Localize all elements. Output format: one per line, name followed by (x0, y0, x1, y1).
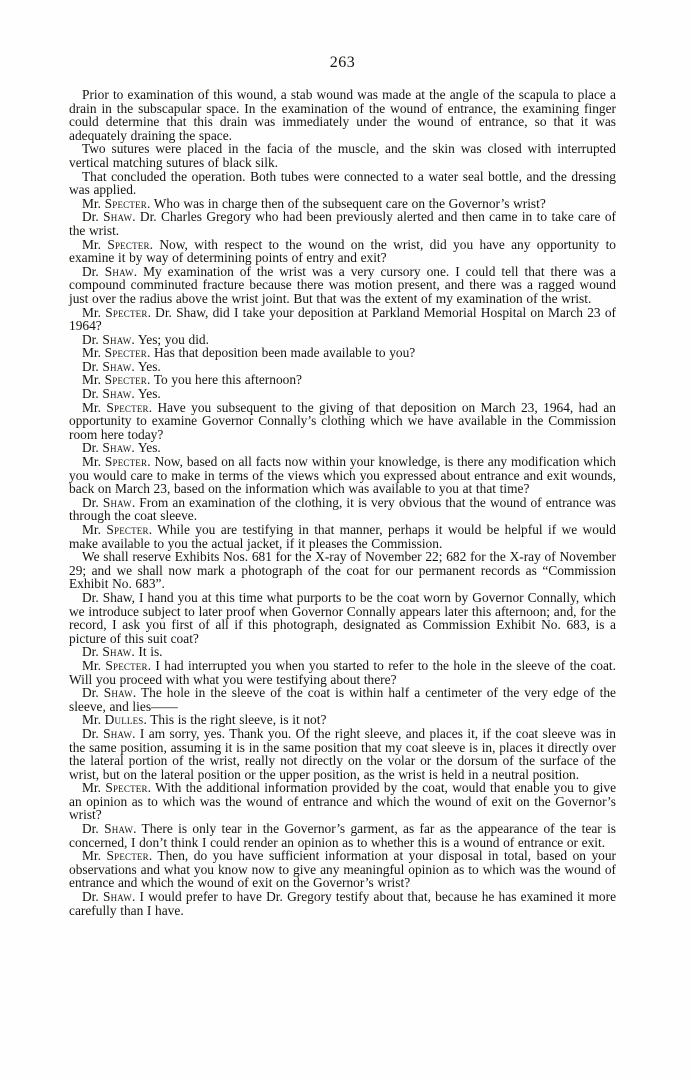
speaker-name: Shaw (102, 440, 132, 456)
speaker-prefix: Dr. (82, 440, 103, 456)
speaker-name: Specter (104, 195, 147, 211)
speaker-name: Dulles (104, 712, 144, 728)
paragraph-text: . It is. (131, 644, 163, 660)
transcript (69, 88, 616, 917)
speaker-prefix: Dr. (82, 494, 103, 510)
speaker-prefix: Dr. (82, 209, 104, 225)
paragraph-text: Prior to examination of this wound, a stab wound was made at the angle of the scapula to place a drain in the subscapular space. In the examination of the wound of entrance, the examining finger could determine that this drain was immediately under the wound of entrance, so that it was adequately draining the space. (69, 87, 616, 143)
speaker-name: Specter (106, 522, 149, 537)
paragraph-text: . Yes; you did. (131, 331, 209, 347)
transcript-paragraph (69, 170, 616, 197)
speaker-prefix: Mr. (82, 304, 106, 320)
transcript-paragraph (69, 88, 616, 142)
transcript-paragraph (69, 142, 616, 169)
speaker-name: Shaw (102, 889, 132, 905)
speaker-prefix: Dr. (82, 889, 103, 905)
paragraph-text: . Now, based on all facts now within your knowledge, is there any modification which you would care to make in terms of the views which you expressed about entrance and exit wounds, back on March 23, based on the information which was available to you at that time? (69, 454, 617, 497)
transcript-paragraph (69, 727, 616, 781)
transcript-paragraph (69, 645, 616, 659)
paragraph-text: . This is the right sleeve, is it not? (143, 712, 327, 728)
transcript-paragraph (69, 306, 616, 333)
speaker-name: Specter (106, 848, 149, 864)
speaker-prefix: Mr. (82, 522, 107, 537)
paragraph-text: . Dr. Shaw, did I take your deposition at Parkland Memorial Hospital on March 23 of 1964? (69, 304, 616, 334)
transcript-paragraph (69, 591, 616, 645)
speaker-prefix: Dr. (82, 331, 103, 347)
transcript-paragraph (69, 781, 616, 822)
speaker-prefix: Mr. (82, 848, 107, 864)
transcript-paragraph (69, 550, 616, 591)
speaker-prefix: Mr. (82, 372, 105, 388)
paragraph-text: . From an examination of the clothing, it is very obvious that the wound of entrance was through the coat sleeve. (69, 494, 616, 524)
transcript-paragraph (69, 686, 616, 713)
paragraph-text: . Yes. (131, 358, 161, 374)
paragraph-text: . I would prefer to have Dr. Gregory testify about that, because he has examined it more carefully than I have. (69, 889, 617, 918)
paragraph-text: . I am sorry, yes. Thank you. Of the right sleeve, and places it, if the coat sleeve was in the same position, assuming it is in the same position that my coat sleeve is in, places it directly over the lateral portion of the wrist, really not directly on the volar or the dorsum of the surface of the wrist, but on the lateral position or the upper position, as the wrist is held in a neutral position. (69, 725, 616, 782)
speaker-prefix: Mr. (82, 454, 105, 470)
paragraph-text: . Yes. (131, 386, 161, 402)
speaker-prefix: Mr. (82, 712, 105, 728)
speaker-name: Shaw (104, 263, 134, 279)
speaker-name: Specter (104, 345, 147, 361)
transcript-paragraph (69, 659, 616, 686)
speaker-name: Shaw (102, 358, 132, 374)
paragraph-text: . I had interrupted you when you started to refer to the hole in the sleeve of the coat. Will you proceed with what you were testifying about there? (69, 657, 616, 687)
speaker-prefix: Dr. (82, 358, 103, 374)
paragraph-text: . Who was in charge then of the subsequent care on the Governor’s wrist? (146, 195, 546, 211)
speaker-prefix: Dr. (82, 725, 104, 741)
speaker-name: Specter (106, 399, 149, 415)
speaker-name: Specter (107, 236, 150, 252)
transcript-paragraph (69, 265, 616, 306)
paragraph-text: . The hole in the sleeve of the coat is within half a centimeter of the very edge of the sleeve, and lies—— (69, 685, 616, 714)
speaker-name: Shaw (103, 685, 133, 701)
transcript-paragraph (69, 441, 616, 455)
speaker-name: Specter (105, 780, 148, 796)
speaker-prefix: Dr. (82, 386, 103, 402)
transcript-paragraph (69, 713, 616, 727)
speaker-name: Shaw (102, 386, 132, 402)
transcript-paragraph (69, 387, 616, 401)
transcript-paragraph (69, 333, 616, 347)
speaker-name: Shaw (103, 725, 133, 741)
paragraph-text: Two sutures were placed in the facia of the muscle, and the skin was closed with interrupted vertical matching sutures of black silk. (69, 141, 616, 170)
paragraph-text: . Now, with respect to the wound on the wrist, did you have any opportunity to examine it by way of determining points of entry and exit? (69, 236, 616, 266)
speaker-name: Specter (104, 454, 148, 470)
transcript-paragraph (69, 210, 616, 237)
speaker-name: Shaw (103, 209, 133, 225)
transcript-paragraph (69, 849, 616, 890)
speaker-prefix: Mr. (82, 345, 105, 361)
speaker-name: Shaw (102, 331, 132, 347)
transcript-paragraph (69, 238, 616, 265)
speaker-prefix: Dr. (82, 263, 105, 279)
paragraph-text: . While you are testifying in that manner, perhaps it would be helpful if we would make available to you the actual jacket, if it pleases the Commission. (69, 522, 616, 551)
paragraph-text: . Yes. (131, 440, 161, 456)
transcript-paragraph (69, 373, 616, 387)
paragraph-text: Dr. Shaw, I hand you at this time what purports to be the coat worn by Governor Connally, which we introduce subject to later proof when Governor Connally appears later this afternoon; and, for the record, I ask you first of all if this photograph, designated as Commission Exhibit No. 683, is a picture of this suit coat? (69, 589, 616, 646)
paragraph-text: . There is only tear in the Governor’s garment, as far as the appearance of the tear is concerned, I don’t think I could render an opinion as to whether this is a wound of entrance or exit. (69, 821, 616, 850)
transcript-paragraph (69, 401, 616, 442)
speaker-name: Specter (104, 372, 147, 388)
speaker-prefix: Mr. (82, 236, 108, 252)
speaker-name: Shaw (102, 494, 132, 510)
transcript-paragraph (69, 360, 616, 374)
speaker-name: Specter (105, 657, 148, 673)
speaker-prefix: Mr. (82, 780, 106, 796)
speaker-prefix: Dr. (82, 685, 104, 701)
transcript-paragraph (69, 455, 616, 496)
speaker-prefix: Mr. (82, 195, 105, 211)
paragraph-text: . My examination of the wrist was a very cursory one. I could tell that there was a compound comminuted fracture because there was motion present, and there was a ragged wound just over the radius above the wrist joint. But that was the extent of my examination of the wrist. (69, 263, 616, 306)
speaker-name: Shaw (102, 644, 132, 660)
transcript-paragraph (69, 197, 616, 211)
speaker-name: Specter (105, 304, 148, 320)
paragraph-text: . Has that deposition been made available to you? (146, 345, 416, 361)
transcript-paragraph (69, 346, 616, 360)
paragraph-text: . With the additional information provided by the coat, would that enable you to give an opinion as to which was the wound of entrance and which the wound of exit on the Governor’s wrist? (69, 780, 617, 823)
paragraph-text: . Dr. Charles Gregory who had been previously alerted and then came in to take care of the wrist. (69, 209, 616, 238)
transcript-paragraph (69, 822, 616, 849)
speaker-prefix: Mr. (82, 399, 107, 415)
paragraph-text: . Then, do you have sufficient information at your disposal in total, based on your observations and what you know now to give any meaningful opinion as to which was the wound of entrance and which the wound of exit on the Governor’s wrist? (69, 848, 616, 891)
transcript-paragraph (69, 890, 616, 917)
paragraph-text: That concluded the operation. Both tubes were connected to a water seal bottle, and the dressing was applied. (69, 168, 616, 198)
page-number: 263 (329, 54, 356, 71)
speaker-name: Shaw (104, 821, 134, 837)
paragraph-text: We shall reserve Exhibits Nos. 681 for the X-ray of November 22; 682 for the X-ray of November 29; and we shall now mark a photograph of the coat for our permanent records as “Commission Exhibit No. 683”. (69, 549, 616, 592)
speaker-prefix: Dr. (82, 821, 105, 837)
speaker-prefix: Dr. (82, 644, 103, 660)
paragraph-text: . Have you subsequent to the giving of that deposition on March 23, 1964, had an opportunity to examine Governor Connally’s clothing which we have available in the Commission room here today? (69, 399, 617, 442)
transcript-paragraph (69, 523, 616, 550)
paragraph-text: . To you here this afternoon? (146, 372, 302, 388)
transcript-paragraph (69, 496, 616, 523)
speaker-prefix: Mr. (82, 657, 106, 673)
